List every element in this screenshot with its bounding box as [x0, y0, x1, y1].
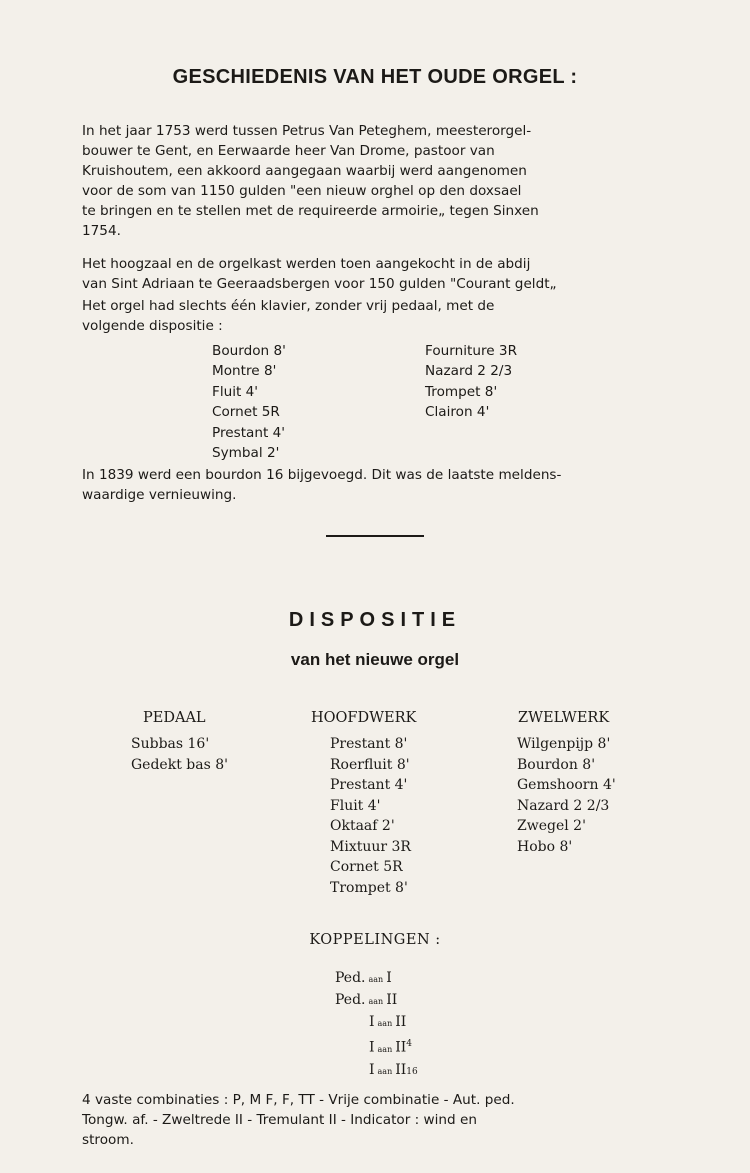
coupler-row: [335, 1060, 418, 1083]
stop-item: Wilgenpijp 8': [517, 736, 611, 752]
coupler-word: aan: [368, 975, 384, 984]
stop-item: Bourdon 8': [212, 343, 286, 359]
stop-item: Prestant 4': [330, 777, 408, 793]
coupler-row: [335, 1012, 418, 1034]
pedaal-heading: PEDAAL: [143, 710, 206, 726]
old-stops-right: [425, 341, 517, 423]
history-paragraph-4: [82, 465, 672, 505]
coupler-from: Ped.: [335, 992, 366, 1008]
coupler-to: I: [386, 970, 392, 986]
pedaal-stop-list: [131, 734, 228, 775]
stop-item: Symbal 2': [212, 445, 280, 462]
stop-item: Bourdon 8': [517, 756, 596, 773]
combinations-paragraph: [82, 1090, 672, 1150]
history-title: GESCHIEDENIS VAN HET OUDE ORGEL :: [172, 66, 578, 88]
koppelingen-heading: KOPPELINGEN :: [309, 932, 441, 948]
stop-item: Subbas 16': [131, 736, 210, 752]
coupler-to: II: [395, 1039, 407, 1056]
coupler-from: Ped.: [335, 970, 366, 986]
text-line: Kruishoutem, een akkoord aangegaan waarbij werd aangenomen: [82, 163, 527, 179]
stop-item: Trompet 8': [330, 879, 408, 896]
coupler-word: aan: [368, 997, 384, 1006]
text-line: waardige vernieuwing.: [82, 487, 237, 503]
text-line: voor de som van 1150 gulden "een nieuw orghel op den doxsael: [82, 183, 522, 199]
coupler-word: aan: [377, 1044, 393, 1054]
zwelwerk-heading: ZWELWERK: [518, 710, 610, 726]
coupler-from: I: [369, 1061, 375, 1078]
stop-item: Fluit 4': [330, 797, 381, 814]
text-line: stroom.: [82, 1132, 134, 1148]
history-paragraph-1: [82, 121, 672, 241]
stop-item: Cornet 5R: [212, 404, 280, 421]
coupler-word: aan: [377, 1066, 393, 1076]
text-line: Het hoogzaal en de orgelkast werden toen aangekocht in de abdij: [82, 256, 531, 272]
coupler-mark: 16: [406, 1066, 418, 1077]
zwelwerk-stop-list: [517, 734, 616, 857]
text-line: volgende dispositie :: [82, 318, 223, 334]
text-line: bouwer te Gent, en Eerwaarde heer Van Drome, pastoor van: [82, 143, 495, 159]
stop-item: Cornet 5R: [330, 859, 403, 875]
stop-item: Oktaaf 2': [330, 818, 395, 834]
coupler-from: I: [369, 1039, 375, 1056]
stop-item: Clairon 4': [425, 404, 490, 421]
coupler-row: [335, 968, 418, 990]
stop-item: Trompet 8': [425, 383, 498, 400]
history-paragraph-2: [82, 254, 672, 294]
stop-item: Nazard 2 2/3: [425, 363, 513, 380]
hoofdwerk-stop-list: [330, 734, 411, 898]
coupler-to: II: [395, 1061, 407, 1078]
stop-item: Mixtuur 3R: [330, 838, 411, 855]
text-line: van Sint Adriaan te Geeraadsbergen voor 150 gulden "Courant geldt„: [82, 276, 557, 292]
stop-item: Prestant 4': [212, 424, 286, 441]
text-line: In 1839 werd een bourdon 16 bijgevoegd. Dit was de laatste meldens-: [82, 467, 562, 483]
stop-item: Gemshoorn 4': [517, 777, 616, 793]
stop-item: Hobo 8': [517, 838, 573, 855]
coupler-mark: 4: [406, 1039, 413, 1049]
dispositie-subtitle: van het nieuwe orgel: [290, 650, 460, 669]
section-divider: [326, 535, 424, 537]
coupler-row: [335, 1034, 418, 1060]
history-paragraph-3: [82, 296, 672, 336]
text-line: In het jaar 1753 werd tussen Petrus Van Peteghem, meesterorgel-: [82, 123, 532, 139]
stop-item: Zwegel 2': [517, 818, 586, 834]
stop-item: Fluit 4': [212, 383, 259, 400]
stop-item: Fourniture 3R: [425, 343, 518, 359]
hoofdwerk-heading: HOOFDWERK: [311, 710, 417, 726]
text-line: te bringen en te stellen met de requireerde armoirie„ tegen Sinxen: [82, 203, 539, 219]
stop-item: Prestant 8': [330, 736, 408, 752]
stop-item: Montre 8': [212, 363, 277, 380]
text-line: 4 vaste combinaties : P, M F, F, TT - Vrije combinatie - Aut. ped.: [82, 1092, 515, 1108]
stop-item: Roerfluit 8': [330, 756, 410, 773]
coupler-to: II: [395, 1014, 407, 1030]
text-line: 1754.: [82, 223, 121, 239]
koppelingen-list: [335, 968, 418, 1083]
coupler-from: I: [369, 1014, 375, 1030]
coupler-word: aan: [377, 1019, 393, 1028]
old-stops-left: [212, 341, 286, 463]
stop-item: Gedekt bas 8': [131, 756, 228, 773]
coupler-to: II: [386, 992, 398, 1008]
text-line: Het orgel had slechts één klavier, zonder vrij pedaal, met de: [82, 298, 495, 314]
coupler-row: [335, 990, 418, 1012]
text-line: Tongw. af. - Zweltrede II - Tremulant II - Indicator : wind en: [82, 1112, 477, 1128]
stop-item: Nazard 2 2/3: [517, 797, 610, 814]
dispositie-title: DISPOSITIE: [288, 609, 462, 631]
